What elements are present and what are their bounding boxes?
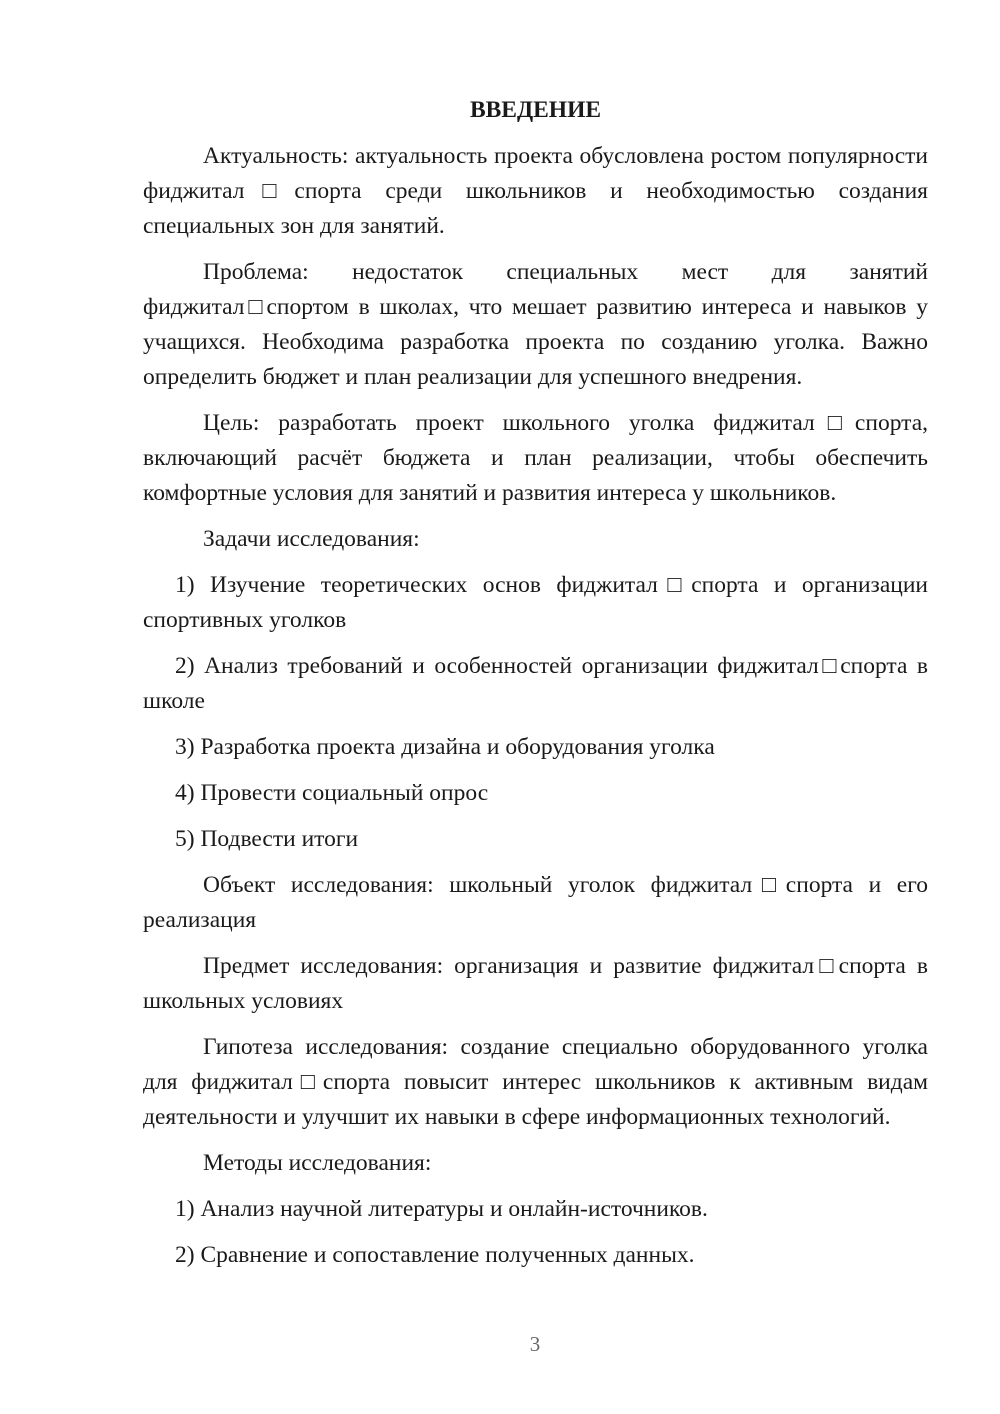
- section-title: ВВЕДЕНИЕ: [469, 97, 602, 123]
- task-item: 2) Анализ требований и особенностей организации фиджитал□спорта в школе: [143, 653, 928, 714]
- task-item: 3) Разработка проекта дизайна и оборудования уголка: [175, 734, 715, 760]
- task-item: 1) Изучение теоретических основ фиджитал□спорта и организации спортивных уголков: [143, 572, 928, 633]
- tasks-label: Задачи исследования:: [203, 526, 420, 552]
- page-content: [143, 93, 928, 1284]
- object-paragraph: Объект исследования: школьный уголок фиджитал□спорта и его реализация: [143, 872, 928, 933]
- relevance-paragraph: Актуальность: актуальность проекта обусловлена ростом популярности фиджитал□спорта среди школьников и необходимостью создания специальных зон для занятий.: [143, 143, 928, 239]
- method-item: 2) Сравнение и сопоставление полученных данных.: [175, 1242, 695, 1268]
- method-item: 1) Анализ научной литературы и онлайн-источников.: [175, 1196, 708, 1222]
- task-item: 4) Провести социальный опрос: [175, 780, 489, 806]
- methods-label: Методы исследования:: [203, 1150, 432, 1176]
- page-number: 3: [529, 1332, 541, 1356]
- hypothesis-paragraph: Гипотеза исследования: создание специально оборудованного уголка для фиджитал□спорта повысит интерес школьников к активным видам деятельности и улучшит их навыки в сфере информационных технологий.: [143, 1034, 928, 1130]
- goal-paragraph: Цель: разработать проект школьного уголка фиджитал□спорта, включающий расчёт бюджета и план реализации, чтобы обеспечить комфортные условия для занятий и развития интереса у школьников.: [143, 410, 928, 506]
- task-item: 5) Подвести итоги: [175, 826, 359, 852]
- subject-paragraph: Предмет исследования: организация и развитие фиджитал□спорта в школьных условиях: [143, 953, 928, 1014]
- problem-paragraph: Проблема: недостаток специальных мест для занятий фиджитал□спортом в школах, что мешает развитию интереса и навыков у учащихся. Необходима разработка проекта по созданию уголка. Важно определить бюджет и план реализации для успешного внедрения.: [143, 259, 928, 390]
